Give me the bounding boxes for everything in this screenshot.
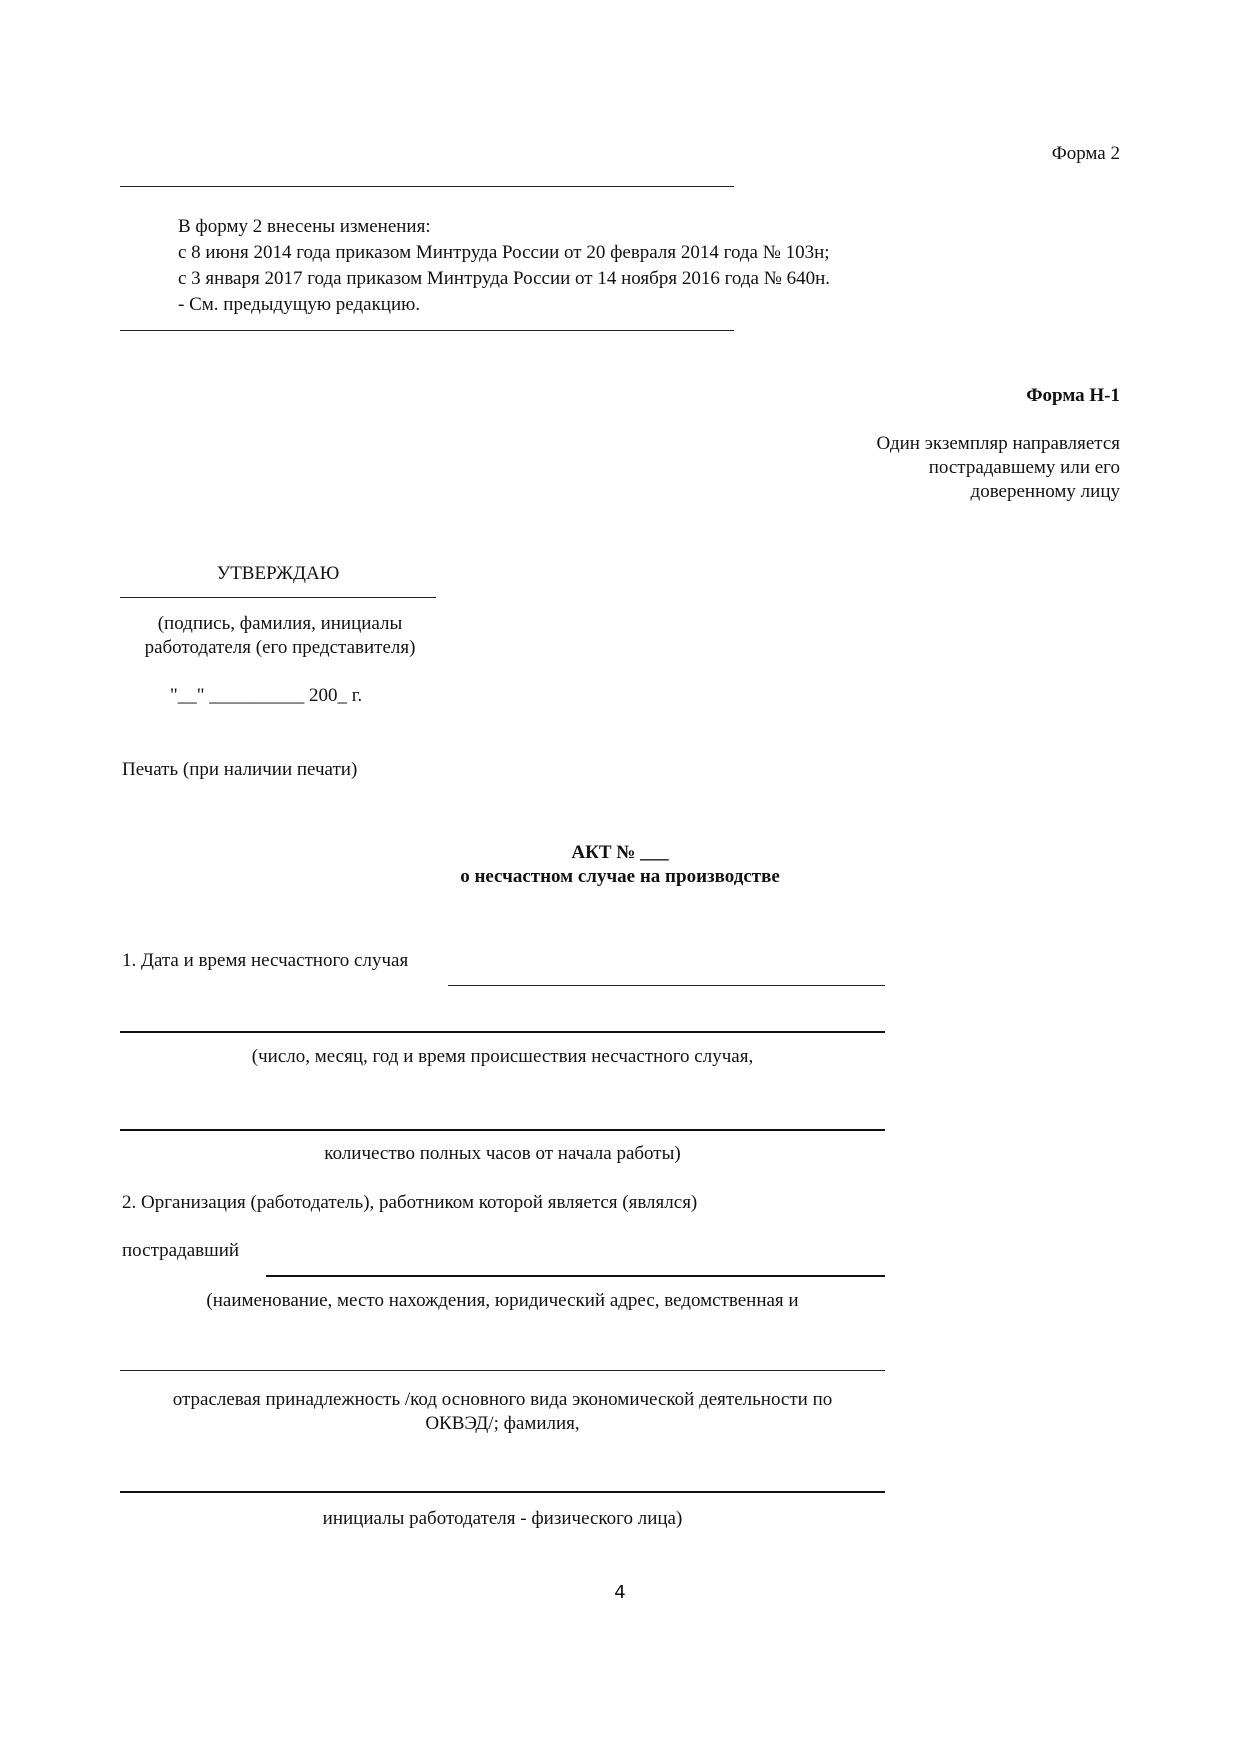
item2-caption-b-line: отраслевая принадлежность /код основного вида экономической деятельности по — [172, 1389, 833, 1410]
note-top-divider — [120, 186, 734, 187]
form-h1-title: Форма Н-1 — [1026, 385, 1120, 406]
act-subtitle: о несчастном случае на производстве — [460, 866, 780, 887]
approval-caption-line: работодателя (его представителя) — [144, 637, 416, 658]
amendment-note-line: - См. предыдущую редакцию. — [178, 294, 421, 315]
item2-input-line[interactable] — [266, 1275, 885, 1277]
approval-signature-line — [120, 597, 436, 598]
item2-label-cont: пострадавший — [122, 1240, 240, 1261]
item2-caption-b — [120, 1388, 885, 1436]
item1-input-line-3[interactable] — [120, 1129, 885, 1131]
seal-note: Печать (при наличии печати) — [122, 759, 358, 780]
item1-caption-a: (число, месяц, год и время происшествия несчастного случая, — [251, 1046, 754, 1067]
item1-input-line-2[interactable] — [120, 1031, 885, 1033]
approval-date-line: "__" __________ 200_ г. — [170, 685, 363, 706]
amendment-note-line: с 8 июня 2014 года приказом Минтруда России от 20 февраля 2014 года № 103н; — [178, 242, 830, 263]
approval-caption-line: (подпись, фамилия, инициалы — [157, 613, 403, 634]
item2-input-line-3[interactable] — [120, 1491, 885, 1493]
item2-input-line-2[interactable] — [120, 1370, 885, 1371]
copy-note-line: доверенному лицу — [970, 481, 1120, 502]
amendment-note — [178, 214, 1078, 318]
item2-label: 2. Организация (работодатель), работником которой является (являлся) — [122, 1192, 698, 1213]
page-number: 4 — [614, 1582, 626, 1603]
approval-heading: УТВЕРЖДАЮ — [216, 563, 340, 584]
item2-caption-c: инициалы работодателя - физического лица) — [322, 1508, 683, 1529]
item1-input-line[interactable] — [448, 985, 885, 986]
copy-note — [700, 432, 1120, 504]
item2-caption-b-line: ОКВЭД/; фамилия, — [425, 1413, 580, 1434]
note-bottom-divider — [120, 330, 734, 331]
amendment-note-line: В форму 2 внесены изменения: — [178, 216, 431, 237]
item1-label: 1. Дата и время несчастного случая — [122, 950, 409, 971]
amendment-note-line: с 3 января 2017 года приказом Минтруда России от 14 ноября 2016 года № 640н. — [178, 268, 830, 289]
copy-note-line: Один экземпляр направляется — [876, 433, 1120, 454]
form-2-label: Форма 2 — [1051, 143, 1120, 164]
act-title: АКТ № ___ — [571, 842, 669, 863]
copy-note-line: пострадавшему или его — [928, 457, 1120, 478]
approval-caption — [110, 612, 450, 660]
item2-caption-a: (наименование, место нахождения, юридический адрес, ведомственная и — [206, 1290, 799, 1311]
item1-caption-b: количество полных часов от начала работы) — [324, 1143, 681, 1164]
